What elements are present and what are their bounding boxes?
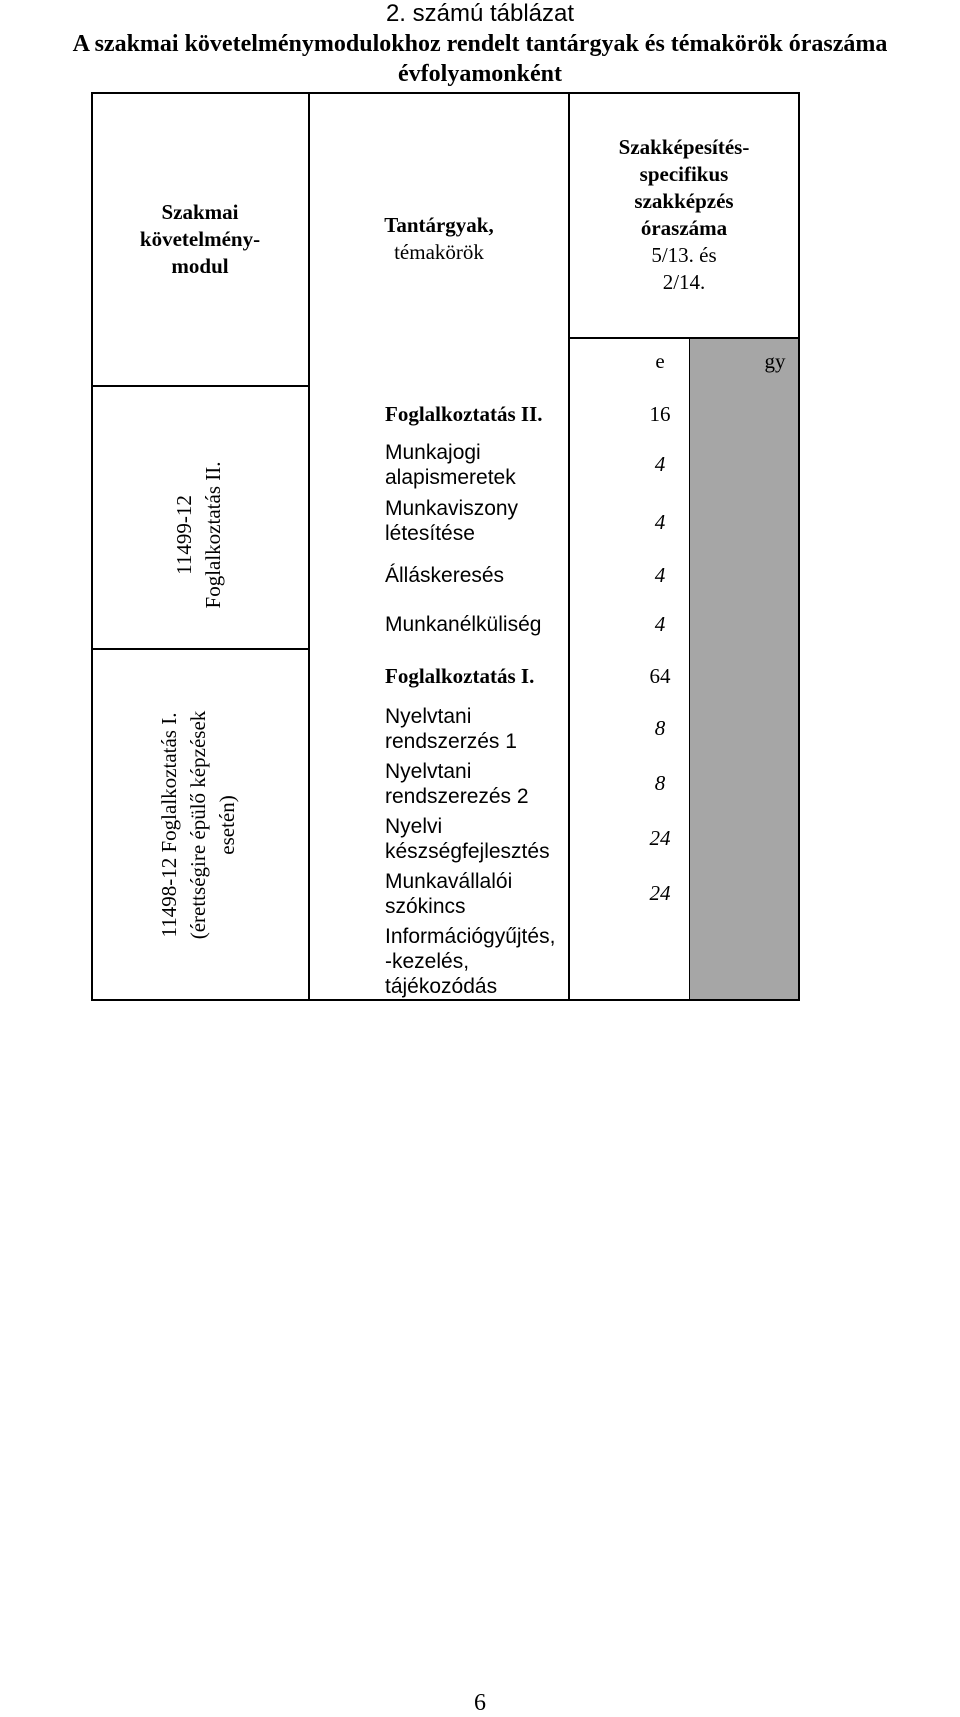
subject-foglalkoztatas-1: Foglalkoztatás I. bbox=[385, 664, 535, 688]
topic-hours: 24 bbox=[649, 826, 671, 850]
col-header-module: Szakmai követelmény- modul bbox=[139, 200, 261, 278]
topic-item: Információgyűjtés, -kezelés, tájékozódás bbox=[385, 925, 556, 998]
subject-foglalkoztatas-2: Foglalkoztatás II. bbox=[385, 402, 543, 426]
gy-column-fill bbox=[689, 338, 799, 1000]
col-header-hours: Szakképesítés- specifikus szakképzés óraszáma 5/13. és 2/14. bbox=[618, 135, 750, 294]
topic-hours: 8 bbox=[654, 716, 666, 740]
topic-item: Nyelvi készségfejlesztés bbox=[385, 815, 550, 863]
topic-hours: 8 bbox=[654, 771, 666, 795]
topic-item: Munkaviszony létesítése bbox=[385, 497, 519, 545]
col-header-gy: gy bbox=[764, 349, 786, 373]
topic-item: Munkanélküliség bbox=[385, 613, 542, 636]
col-header-subjects: Tantárgyak, témakörök bbox=[384, 213, 494, 264]
topic-hours: 24 bbox=[649, 881, 671, 905]
module-label-11498: 11498-12 Foglalkoztatás I. (érettségire épülő képzések esetén) bbox=[157, 710, 239, 940]
topic-item: Nyelvtani rendszerzés 1 bbox=[385, 705, 517, 753]
col-header-e: e bbox=[655, 349, 665, 373]
page-number: 6 bbox=[474, 1690, 486, 1716]
topic-hours: 4 bbox=[654, 452, 666, 476]
topic-item: Munkajogi alapismeretek bbox=[385, 441, 516, 489]
table-title-line1: A szakmai követelménymodulokhoz rendelt tantárgyak és témakörök óraszáma bbox=[72, 31, 888, 57]
subject-hours: 16 bbox=[649, 402, 671, 426]
subject-hours: 64 bbox=[649, 664, 671, 688]
topic-item: Álláskeresés bbox=[385, 564, 505, 587]
table-number: 2. számú táblázat bbox=[385, 0, 575, 27]
topic-hours: 4 bbox=[654, 563, 666, 587]
topic-item: Nyelvtani rendszerezés 2 bbox=[385, 760, 529, 808]
topic-item: Munkavállalói szókincs bbox=[385, 870, 513, 918]
table-title-line2: évfolyamonként bbox=[398, 61, 562, 87]
module-label-11499: 11499-12 Foglalkoztatás II. bbox=[172, 461, 225, 609]
topic-hours: 4 bbox=[654, 510, 666, 534]
topic-hours: 4 bbox=[654, 612, 666, 636]
